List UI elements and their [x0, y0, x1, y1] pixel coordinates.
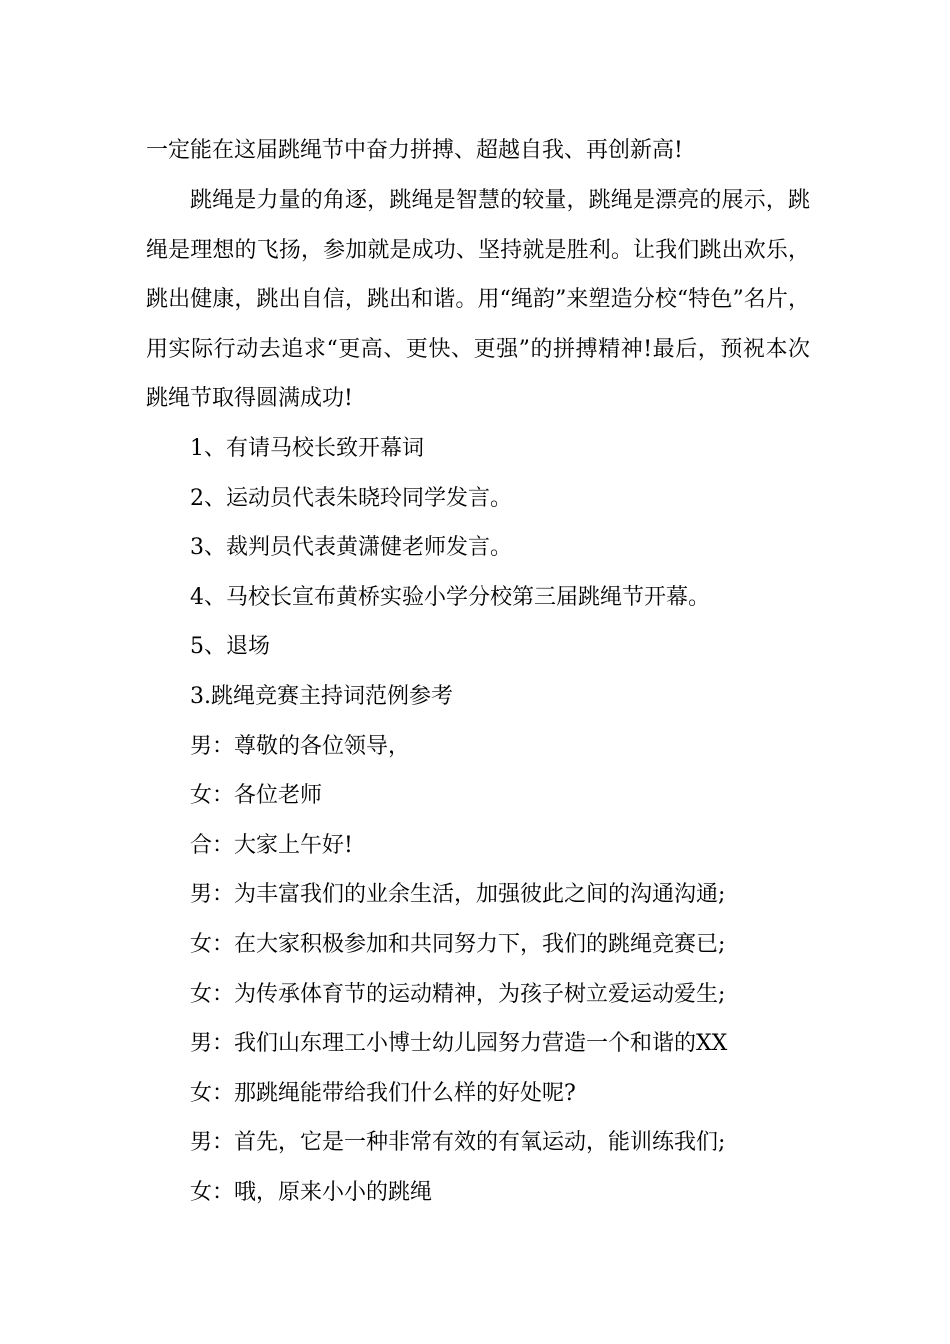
dialogue-line: 合：大家上午好!: [190, 832, 353, 858]
dialogue-line: 女：为传承体育节的运动精神，为孩子树立爱运动爱生;: [190, 981, 726, 1007]
dialogue-line: 女：在大家积极参加和共同努力下，我们的跳绳竞赛已;: [190, 931, 726, 957]
dialogue-line: 男：为丰富我们的业余生活，加强彼此之间的沟通沟通;: [190, 882, 726, 908]
dialogue-line: 男：尊敬的各位领导，: [190, 733, 411, 759]
dialogue-line: 女：各位老师: [190, 783, 323, 809]
dialogue-line: 男：首先，它是一种非常有效的有氧运动，能训练我们;: [190, 1130, 726, 1156]
list-item: 4、马校长宣布黄桥实验小学分校第三届跳绳节开幕。: [190, 584, 710, 610]
dialogue-line: 男：我们山东理工小博士幼儿园努力营造一个和谐的XX: [190, 1031, 728, 1057]
dialogue-line: 女：哦，原来小小的跳绳: [190, 1179, 433, 1205]
lead-line: 一定能在这届跳绳节中奋力拼搏、超越自我、再创新高!: [146, 138, 683, 163]
dialogue-line: 女：那跳绳能带给我们什么样的好处呢?: [190, 1080, 576, 1106]
list-item: 5、退场: [190, 634, 270, 660]
list-item: 1、有请马校长致开幕词: [190, 436, 424, 461]
body-paragraph: 跳绳是力量的角逐，跳绳是智慧的较量，跳绳是漂亮的展示，跳绳是理想的飞扬，参加就是成功、坚持就是胜利。让我们跳出欢乐，跳出健康，跳出自信，跳出和谐。用“绳韵”来塑造分校“特色”名片，用实际行动去追求“更高、更快、更强”的拼搏精神!最后，预祝本次跳绳节取得圆满成功!: [146, 188, 810, 411]
list-item: 2、运动员代表朱晓玲同学发言。: [190, 485, 512, 511]
program-list: [190, 424, 810, 1218]
list-item: 3、裁判员代表黄潇健老师发言。: [190, 535, 512, 561]
section-heading: 3.跳绳竞赛主持词范例参考: [190, 683, 453, 709]
